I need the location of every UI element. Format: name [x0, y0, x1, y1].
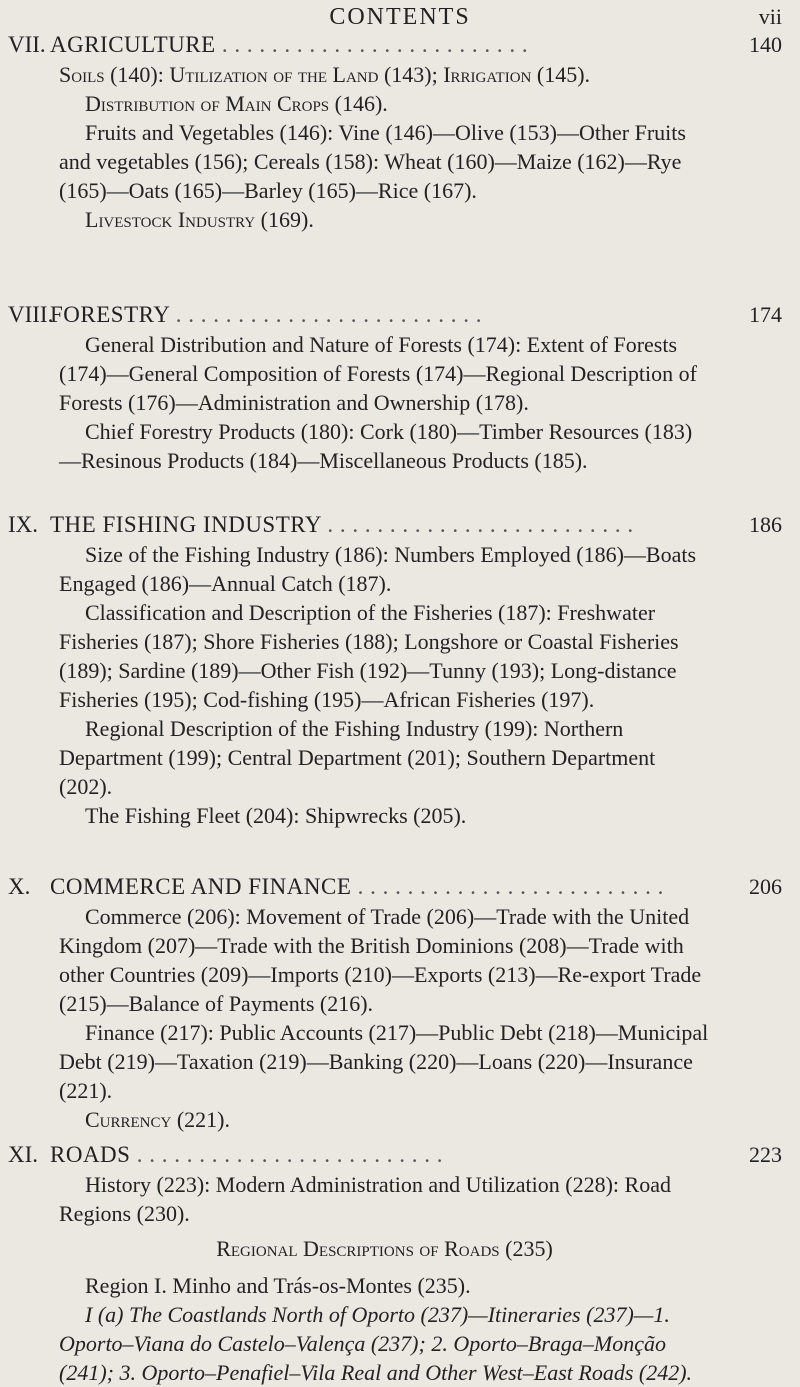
toc-subentry: Region I. Minho and Trás-os-Montes (235).: [85, 1273, 471, 1298]
chapter-page-number: 223: [749, 1142, 782, 1167]
toc-subentry: Fruits and Vegetables (146): Vine (146)—Olive (153)—Other Fruits and vegetables (156); Cereals (158): Wheat (160)—Maize (162)—Rye (165)—Oats (165)—Barley (165)—Rice (167).: [59, 120, 686, 203]
toc-section-heading: Regional Descriptions of Roads (235): [216, 1236, 553, 1261]
chapter-entry-roads: [8, 1140, 782, 1387]
page-folio: vii: [758, 4, 782, 29]
chapter-page-number: 206: [749, 874, 782, 899]
chapter-title: AGRICULTURE . .: [50, 30, 732, 60]
toc-subentry: Commerce (206): Movement of Trade (206)—Trade with the United Kingdom (207)—Trade with the British Dominions (208)—Trade with other Countries (209)—Imports (210)—Exports (213)—Re-export Trade (215)—Balance of Payments (216).: [59, 904, 702, 1016]
page-title: CONTENTS: [329, 4, 471, 30]
chapter-number: VII.: [8, 32, 46, 57]
toc-subentry: History (223): Modern Administration and Utilization (228): Road Regions (230).: [59, 1172, 671, 1226]
chapter-title: COMMERCE AND FINANCE . .: [50, 872, 732, 902]
chapter-page-number: 140: [749, 32, 782, 57]
toc-subentry: Chief Forestry Products (180): Cork (180)—Timber Resources (183)—Resinous Products (184)—Miscellaneous Products (185).: [59, 419, 693, 473]
chapter-number: VIII.: [8, 302, 54, 327]
chapter-number: IX.: [8, 512, 39, 537]
chapter-title: THE FISHING INDUSTRY . .: [50, 510, 732, 540]
toc-subentry: Currency (221).: [85, 1107, 231, 1132]
chapter-entry-forestry: [8, 300, 782, 475]
toc-subentry: Livestock Industry (169).: [85, 207, 314, 232]
chapter-entry-commerce: [8, 872, 782, 1134]
toc-subentry: General Distribution and Nature of Forests (174): Extent of Forests (174)—General Composition of Forests (174)—Regional Description of Forests (176)—Administration and Ownership (178).: [59, 332, 697, 415]
chapter-page-number: 186: [749, 512, 782, 537]
toc-subentry: Soils (140): Utilization of the Land (143); Irrigation (145).: [59, 62, 591, 87]
chapter-number: XI.: [8, 1142, 39, 1167]
chapter-entry-fishing: [8, 510, 782, 830]
toc-subentry: Distribution of Main Crops (146).: [85, 91, 388, 116]
toc-subentry: Size of the Fishing Industry (186): Numbers Employed (186)—Boats Engaged (186)—Annual Catch (187).: [59, 542, 697, 596]
chapter-title: ROADS . .: [50, 1140, 732, 1170]
chapter-entry-agriculture: [8, 30, 782, 234]
toc-subentry: Finance (217): Public Accounts (217)—Public Debt (218)—Municipal Debt (219)—Taxation (219)—Banking (220)—Loans (220)—Insurance (221).: [59, 1020, 709, 1103]
chapter-page-number: 174: [749, 302, 782, 327]
chapter-title: FORESTRY . .: [50, 300, 732, 330]
toc-subentry: Regional Description of the Fishing Industry (199): Northern Department (199); Central Department (201); Southern Department (202).: [59, 716, 656, 799]
toc-subentry: I (a) The Coastlands North of Oporto (237)—Itineraries (237)—1. Oporto–Viana do Castelo–Valença (237); 2. Oporto–Braga–Monção (241); 3. Oporto–Penafiel–Vila Real and Other West–East Roads (242).: [59, 1302, 693, 1385]
toc-subentry: The Fishing Fleet (204): Shipwrecks (205).: [85, 803, 467, 828]
chapter-number: X.: [8, 874, 31, 899]
toc-subentry: Classification and Description of the Fisheries (187): Freshwater Fisheries (187); Shore Fisheries (188); Longshore or Coastal Fisheries (189); Sardine (189)—Other Fish (192)—Tunny (193); Long-distance Fisheries (195); Cod-fishing (195)—African Fisheries (197).: [59, 600, 679, 712]
